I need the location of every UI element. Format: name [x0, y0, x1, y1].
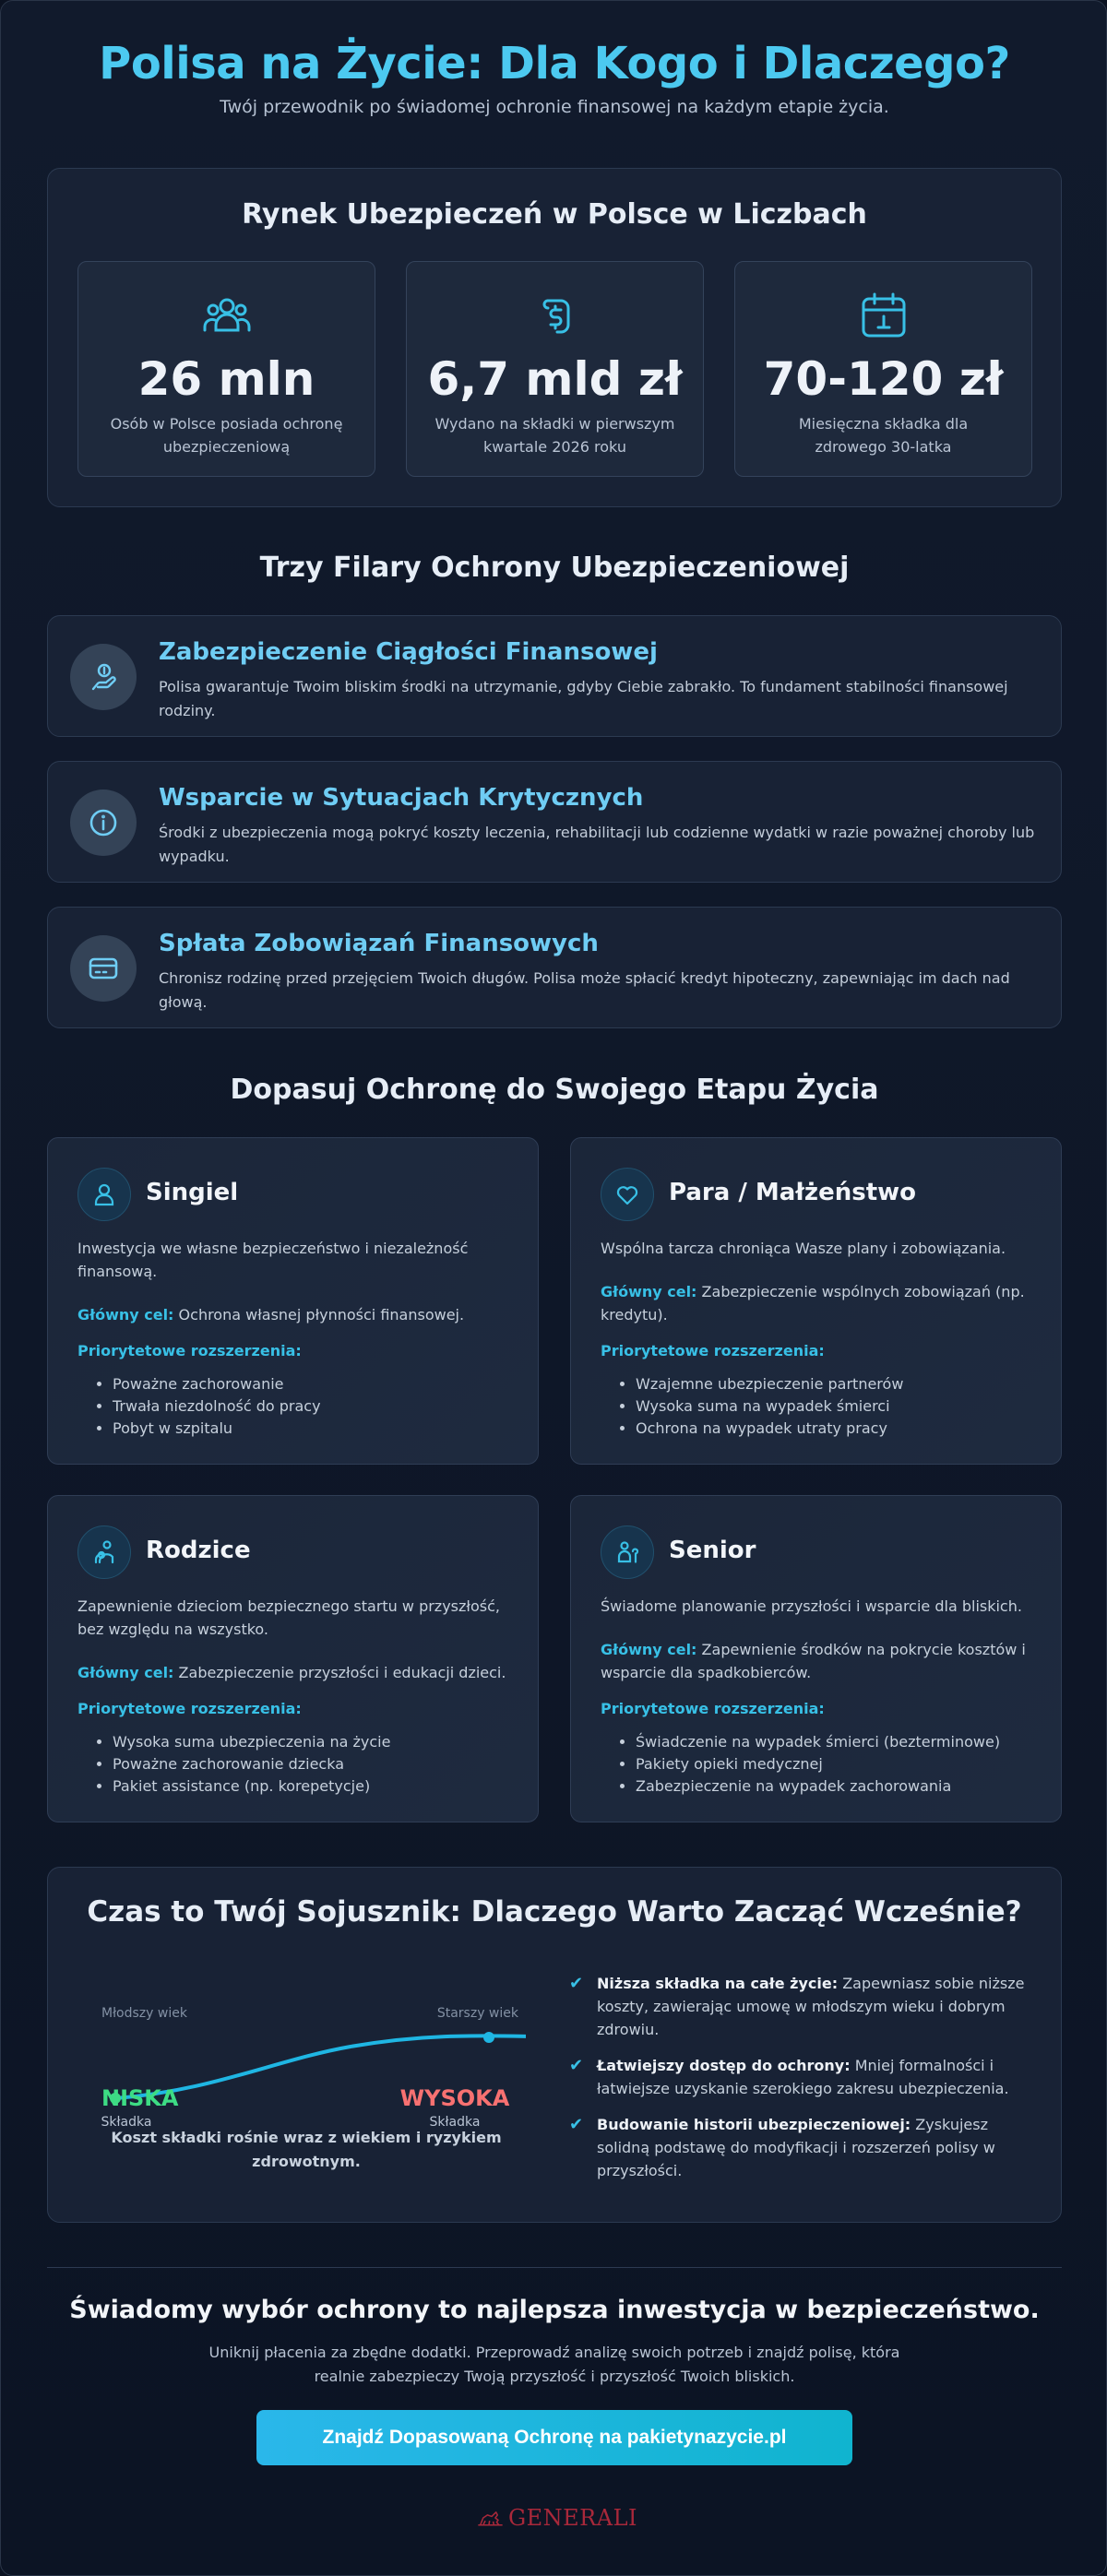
priority-label: Priorytetowe rozszerzenia: [77, 1342, 302, 1359]
stage-card-senior [570, 1495, 1062, 1822]
goal-text: Zabezpieczenie przyszłości i edukacji dzieci. [178, 1664, 506, 1681]
find-protection-button[interactable]: Znajdź Dopasowaną Ochronę na pakietynazycie.pl [256, 2410, 852, 2465]
goal-text: Zabezpieczenie wspólnych zobowiązań (np. kredytu). [601, 1283, 1025, 1324]
list-item: • Zabezpieczenie na wypadek zachorowania [636, 1775, 1033, 1798]
stage-intro: Wspólna tarcza chroniąca Wasze plany i zobowiązania. [601, 1240, 1006, 1257]
footer-text: Uniknij płacenia za zbędne dodatki. Przeprowadź analizę swoich potrzeb i znajdź polisę, która realnie zabezpieczy Twoją przyszłość i przyszłość Twoich bliskich. [208, 2344, 900, 2385]
pillar-title: Wsparcie w Sytuacjach Krytycznych [159, 784, 644, 812]
stage-body [77, 1595, 510, 1798]
list-item: • Pobyt w szpitalu [113, 1418, 510, 1440]
young-age-label: Młodszy wiek [101, 2006, 187, 2021]
priority-label: Priorytetowe rozszerzenia: [77, 1700, 302, 1717]
stages-title: Dopasuj Ochronę do Swojego Etapu Życia [230, 1074, 879, 1106]
stat-desc: Wydano na składki w pierwszym kwartale 2026 roku [434, 415, 675, 456]
list-item: • Pakiet assistance (np. korepetycje) [113, 1775, 510, 1798]
generali-logo [476, 2503, 637, 2533]
parent-child-icon [91, 1539, 117, 1565]
user-icon [91, 1181, 117, 1207]
stage-card-couple [570, 1137, 1062, 1465]
goal-label: Główny cel: [601, 1283, 697, 1300]
list-item: • Poważne zachorowanie dziecka [113, 1753, 510, 1775]
benefit-bold: Łatwiejszy dostęp do ochrony: [597, 2057, 851, 2074]
stage-body [77, 1237, 510, 1440]
priority-list [77, 1731, 510, 1798]
premium-curve-svg [92, 1978, 526, 2126]
stat-desc: Miesięczna składka dla zdrowego 30-latka [798, 415, 969, 456]
footer-divider [47, 2267, 1062, 2268]
pillar-icon-wrap [70, 935, 137, 1002]
benefit-text: Mniej formalności i łatwiejsze uzyskanie szerokiego zakresu ubezpieczenia. [597, 2057, 1009, 2097]
benefit-text: Zapewniasz sobie niższe koszty, zawierając umowę w młodszym wieku i dobrym zdrowiu. [597, 1975, 1025, 2038]
footer-title: Świadomy wybór ochrony to najlepsza inwestycja w bezpieczeństwo. [69, 2296, 1040, 2324]
goal-label: Główny cel: [601, 1641, 697, 1658]
stage-goal [601, 1638, 1033, 1684]
stat-value: 70-120 zł [763, 352, 1004, 406]
high-point-marker [483, 2032, 494, 2043]
logo-wordmark: GENERALI [507, 2505, 637, 2531]
list-item: • Wysoka suma na wypadek śmierci [636, 1395, 1033, 1418]
priority-label: Priorytetowe rozszerzenia: [601, 1700, 825, 1717]
stage-name: Para / Małżeństwo [669, 1179, 916, 1206]
stage-body [601, 1237, 1033, 1440]
priority-list [77, 1373, 510, 1440]
pillar-icon-wrap [70, 644, 137, 710]
stage-name: Senior [669, 1537, 756, 1564]
goal-text: Zapewnienie środków na pokrycie kosztów i wsparcie dla spadkobierców. [601, 1641, 1026, 1681]
high-premium-label: WYSOKA [399, 2085, 510, 2111]
users-icon [201, 290, 253, 341]
info-icon [88, 807, 119, 838]
pillar-text: Polisa gwarantuje Twoim bliskim środki na utrzymanie, gdyby Ciebie zabrakło. To fundament stabilności finansowej rodziny. [159, 678, 1008, 719]
stage-name: Singiel [146, 1179, 239, 1206]
high-premium-sub: Składka [429, 2115, 481, 2126]
stage-icon-wrap [601, 1525, 654, 1579]
list-item: • Wzajemne ubezpieczenie partnerów [636, 1373, 1033, 1395]
page-header [1, 38, 1107, 117]
stage-intro: Inwestycja we własne bezpieczeństwo i niezależność finansową. [77, 1240, 469, 1280]
benefit-item [569, 2054, 1040, 2100]
stage-card-single [47, 1137, 539, 1465]
stage-card-parents [47, 1495, 539, 1822]
stat-desc: Osób w Polsce posiada ochronę ubezpieczeniową [110, 415, 343, 456]
stage-intro: Zapewnienie dzieciom bezpiecznego startu w przyszłość, bez względu na wszystko. [77, 1597, 500, 1638]
stats-title: Rynek Ubezpieczeń w Polsce w Liczbach [242, 198, 867, 231]
old-age-label: Starszy wiek [436, 2006, 518, 2021]
stage-name: Rodzice [146, 1537, 251, 1564]
hand-coins-icon [88, 661, 119, 693]
page-subtitle: Twój przewodnik po świadomej ochronie finansowej na każdym etapie życia. [220, 97, 889, 117]
list-item: • Ochrona na wypadek utraty pracy [636, 1418, 1033, 1440]
stat-card-premiums [406, 261, 704, 477]
goal-label: Główny cel: [77, 1664, 174, 1681]
list-item: • Poważne zachorowanie [113, 1373, 510, 1395]
lion-logo-icon [476, 2505, 505, 2531]
priority-list [601, 1731, 1033, 1798]
stage-goal [77, 1661, 510, 1684]
goal-text: Ochrona własnej płynności finansowej. [178, 1306, 465, 1324]
goal-label: Główny cel: [77, 1306, 174, 1324]
pillar-text: Chronisz rodzinę przed przejęciem Twoich długów. Polisa może spłacić kredyt hipoteczny, zapewniając im dach nad głową. [159, 969, 1010, 1011]
list-item: • Świadczenie na wypadek śmierci (bezterminowe) [636, 1731, 1033, 1753]
chart-caption: Koszt składki rośnie wraz z wiekiem i ryzykiem zdrowotnym. [111, 2129, 502, 2170]
list-item: • Pakiety opieki medycznej [636, 1753, 1033, 1775]
pillar-card-critical-support [47, 761, 1062, 883]
stage-icon-wrap [77, 1168, 131, 1221]
benefit-item [569, 1972, 1040, 2041]
pillar-card-debt-repayment [47, 907, 1062, 1028]
premium-growth-illustration [92, 1978, 526, 2126]
stage-icon-wrap [601, 1168, 654, 1221]
benefit-item [569, 2113, 1040, 2182]
check-icon: ✔ [569, 2056, 584, 2075]
list-item: • Trwała niezdolność do pracy [113, 1395, 510, 1418]
stage-goal [601, 1280, 1033, 1326]
stage-goal [77, 1303, 510, 1326]
stat-value: 26 mln [137, 352, 315, 406]
benefits-list [569, 1972, 1040, 2195]
stat-card-insured [77, 261, 375, 477]
priority-list [601, 1373, 1033, 1440]
calendar-icon [858, 290, 910, 341]
benefit-text: Zyskujesz solidną podstawę do modyfikacji i rozszerzeń polisy w przyszłości. [597, 2116, 995, 2179]
check-icon: ✔ [569, 1974, 584, 1993]
pillar-icon-wrap [70, 789, 137, 856]
heart-icon [614, 1181, 640, 1207]
benefit-bold: Budowanie historii ubezpieczeniowej: [597, 2116, 911, 2133]
market-stats-panel [47, 168, 1062, 507]
pillars-title: Trzy Filary Ochrony Ubezpieczeniowej [259, 552, 850, 584]
money-hand-icon [530, 290, 581, 341]
early-start-title: Czas to Twój Sojusznik: Dlaczego Warto Zacząć Wcześnie? [87, 1895, 1022, 1929]
list-item: • Wysoka suma ubezpieczenia na życie [113, 1731, 510, 1753]
early-start-panel [47, 1867, 1062, 2223]
stage-intro: Świadome planowanie przyszłości i wsparcie dla bliskich. [601, 1597, 1022, 1615]
pillar-card-continuity [47, 615, 1062, 737]
stat-card-monthly-premium [734, 261, 1032, 477]
pillar-text: Środki z ubezpieczenia mogą pokryć koszty leczenia, rehabilitacji lub codzienne wydatki w razie poważnej choroby lub wypadku. [159, 824, 1035, 865]
low-premium-label: NISKA [101, 2085, 179, 2111]
check-icon: ✔ [569, 2115, 584, 2134]
stat-value: 6,7 mld zł [427, 352, 683, 406]
pillar-title: Spłata Zobowiązań Finansowych [159, 930, 599, 957]
stage-body [601, 1595, 1033, 1798]
priority-label: Priorytetowe rozszerzenia: [601, 1342, 825, 1359]
benefit-bold: Niższa składka na całe życie: [597, 1975, 839, 1992]
page-title: Polisa na Życie: Dla Kogo i Dlaczego? [99, 38, 1010, 89]
pillar-title: Zabezpieczenie Ciągłości Finansowej [159, 638, 658, 666]
senior-icon [614, 1539, 640, 1565]
credit-card-icon [88, 953, 119, 984]
low-premium-sub: Składka [101, 2115, 152, 2126]
stage-icon-wrap [77, 1525, 131, 1579]
